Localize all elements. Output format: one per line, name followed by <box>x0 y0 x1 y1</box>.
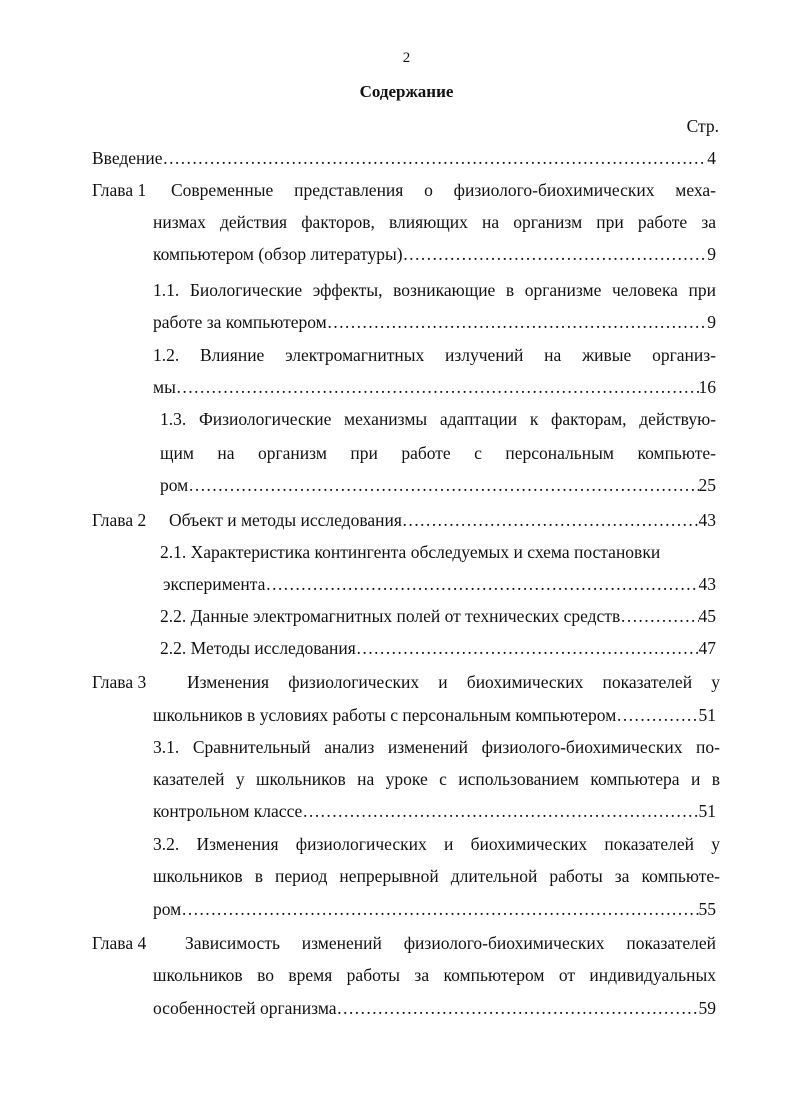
page-title: Содержание <box>359 82 454 101</box>
toc-leader-dots <box>265 572 698 596</box>
toc-page-number: 51 <box>698 705 716 725</box>
toc-entry-text: Объект и методы исследования <box>169 510 402 530</box>
toc-page-number: 16 <box>698 377 716 397</box>
toc-entry-text: эксперимента <box>163 574 266 594</box>
toc-page-number: 43 <box>698 574 716 594</box>
toc-entry-text[interactable]: 3.2. Изменения физиологических и биохимических показателей у <box>153 834 720 854</box>
toc-entry-text[interactable]: 1.2. Влияние электромагнитных излучений на живые организ- <box>153 345 716 365</box>
toc-entry-2-2-methods[interactable] <box>160 636 716 660</box>
toc-entry-chapter-3[interactable] <box>153 703 716 727</box>
toc-entry-text[interactable]: Зависимость изменений физиолого-биохимических показателей <box>185 933 716 953</box>
toc-page-number: 45 <box>698 606 716 626</box>
toc-entry-intro[interactable] <box>92 146 716 170</box>
toc-page-number: 9 <box>707 244 716 264</box>
toc-leader-dots <box>302 799 698 823</box>
toc-leader-dots <box>327 310 708 334</box>
toc-leader-dots <box>356 636 699 660</box>
page-column-label: Стр. <box>686 116 719 136</box>
toc-entry-text: ром <box>153 899 182 919</box>
toc-entry-text[interactable]: 1.3. Физиологические механизмы адаптации к факторам, действую- <box>160 409 716 429</box>
toc-leader-dots <box>402 508 699 532</box>
toc-entry-text: контрольном классе <box>153 801 303 821</box>
toc-leader-dots <box>181 897 698 921</box>
toc-entry-chapter-1[interactable] <box>153 242 716 266</box>
toc-entry-1-1[interactable] <box>153 310 716 334</box>
toc-leader-dots <box>616 703 698 727</box>
toc-leader-dots <box>163 146 708 170</box>
toc-page-number: 43 <box>698 510 716 530</box>
toc-leader-dots <box>403 242 708 266</box>
toc-page-number: 55 <box>698 899 716 919</box>
toc-chapter-label: Глава 2 <box>92 510 147 530</box>
toc-entry-text: компьютером (обзор литературы) <box>153 244 403 264</box>
toc-entry-text[interactable]: школьников во время работы за компьютером от индивидуальных <box>153 965 716 985</box>
toc-leader-dots <box>188 473 698 497</box>
toc-entry-text: школьников в условиях работы с персональным компьютером <box>153 705 617 725</box>
toc-entry-1-2[interactable] <box>153 375 716 399</box>
toc-page-number: 4 <box>707 148 716 168</box>
toc-entry-chapter-4[interactable] <box>153 996 716 1020</box>
page-number: 2 <box>402 50 411 66</box>
toc-entry-text[interactable]: казателей у школьников на уроке с использованием компьютера и в <box>153 769 720 789</box>
toc-entry-3-2[interactable] <box>153 897 716 921</box>
toc-page-number: 25 <box>698 475 716 495</box>
toc-entry-text: 2.2. Данные электромагнитных полей от технических средств <box>160 606 621 626</box>
toc-entry-text[interactable]: низмах действия факторов, влияющих на организм при работе за <box>153 212 716 232</box>
toc-leader-dots <box>620 604 698 628</box>
toc-entry-chapter-2[interactable] <box>169 508 716 532</box>
toc-entry-1-3[interactable] <box>160 473 716 497</box>
toc-entry-text: 2.2. Методы исследования <box>160 638 356 658</box>
toc-entry-text: ром <box>160 475 189 495</box>
toc-leader-dots <box>337 996 699 1020</box>
toc-entry-text[interactable]: школьников в период непрерывной длительной работы за компьюте- <box>153 866 720 886</box>
toc-page-number: 9 <box>707 312 716 332</box>
toc-chapter-label: Глава 3 <box>92 672 147 692</box>
toc-entry-text[interactable]: щим на организм при работе с персональным компьюте- <box>160 443 716 463</box>
toc-entry-text[interactable]: 1.1. Биологические эффекты, возникающие в организме человека при <box>153 280 716 300</box>
toc-entry-2-1[interactable] <box>163 572 716 596</box>
toc-chapter-label: Глава 1 <box>92 180 147 200</box>
toc-entry-text: мы <box>153 377 176 397</box>
toc-entry-text: работе за компьютером <box>153 312 327 332</box>
toc-page-number: 47 <box>698 638 716 658</box>
toc-entry-text[interactable]: Современные представления о физиолого-биохимических меха- <box>171 180 716 200</box>
toc-entry-text[interactable]: 3.1. Сравнительный анализ изменений физиолого-биохимических по- <box>153 737 720 757</box>
toc-page-number: 51 <box>698 801 716 821</box>
toc-entry-text[interactable]: Изменения физиологических и биохимических показателей у <box>187 672 720 692</box>
toc-entry-text: особенностей организма <box>153 998 337 1018</box>
toc-chapter-label: Глава 4 <box>92 933 147 953</box>
toc-entry-text[interactable]: 2.1. Характеристика контингента обследуемых и схема постановки <box>160 542 661 562</box>
toc-entry-2-2-data[interactable] <box>160 604 716 628</box>
toc-entry-3-1[interactable] <box>153 799 716 823</box>
toc-leader-dots <box>176 375 699 399</box>
toc-page-number: 59 <box>698 998 716 1018</box>
toc-entry-text: Введение <box>92 148 163 168</box>
